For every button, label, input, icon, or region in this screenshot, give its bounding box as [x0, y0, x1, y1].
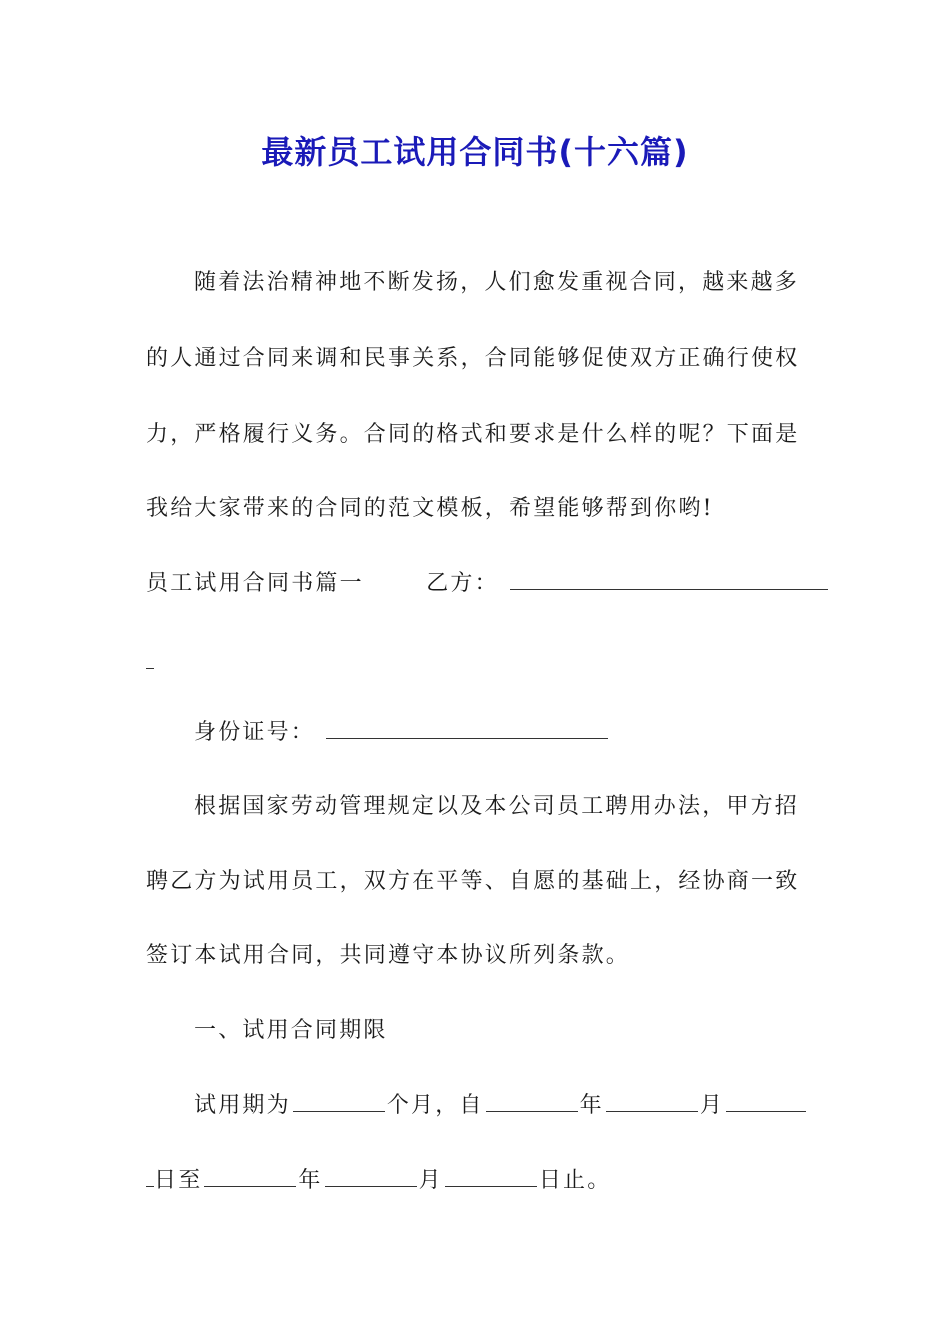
body-line-3: 签订本试用合同，共同遵守本协议所列条款。 — [146, 943, 631, 968]
period-prefix: 试用期为 — [194, 1093, 291, 1118]
document-title: 最新员工试用合同书(十六篇) — [261, 133, 689, 171]
period-text-7: 日止。 — [538, 1168, 612, 1193]
period-text-2: 年 — [579, 1093, 604, 1118]
period-text-6: 月 — [418, 1168, 443, 1193]
body-line-2: 聘乙方为试用员工，双方在平等、自愿的基础上，经协商一致 — [146, 869, 800, 894]
start-year-blank — [486, 1091, 578, 1112]
section-heading-row — [146, 569, 810, 599]
period-text-4: 日至 — [154, 1168, 203, 1193]
party-b-label: 乙方： — [426, 571, 499, 596]
start-month-blank — [606, 1091, 698, 1112]
intro-line-1: 随着法治精神地不断发扬，人们愈发重视合同，越来越多 — [194, 270, 800, 295]
clause-one-heading: 一、试用合同期限 — [194, 1018, 388, 1043]
id-number-label: 身份证号： — [194, 720, 316, 745]
period-text-1: 个月，自 — [386, 1093, 484, 1118]
period-text-5: 年 — [298, 1168, 323, 1193]
intro-line-4: 我给大家带来的合同的范文模板，希望能够帮到你哟! — [146, 496, 714, 521]
id-number-row — [194, 718, 810, 748]
intro-line-3: 力，严格履行义务。合同的格式和要求是什么样的呢？下面是 — [146, 422, 800, 447]
party-b-blank-continued-row — [146, 648, 810, 678]
start-day-blank-continued — [146, 1166, 154, 1187]
id-number-blank — [326, 718, 608, 739]
end-month-blank — [325, 1166, 417, 1187]
party-b-blank-continued — [146, 648, 154, 669]
end-day-blank — [445, 1166, 537, 1187]
section-heading: 员工试用合同书篇一 — [146, 571, 364, 596]
party-b-blank — [510, 569, 828, 590]
end-year-blank — [204, 1166, 296, 1187]
body-line-1: 根据国家劳动管理规定以及本公司员工聘用办法，甲方招 — [194, 794, 800, 819]
intro-line-2: 的人通过合同来调和民事关系，合同能够促使双方正确行使权 — [146, 346, 800, 371]
months-blank — [293, 1091, 385, 1112]
period-text-3: 月 — [699, 1093, 725, 1118]
period-line-1 — [194, 1091, 810, 1121]
start-day-blank — [726, 1091, 806, 1112]
period-line-2 — [146, 1166, 810, 1196]
